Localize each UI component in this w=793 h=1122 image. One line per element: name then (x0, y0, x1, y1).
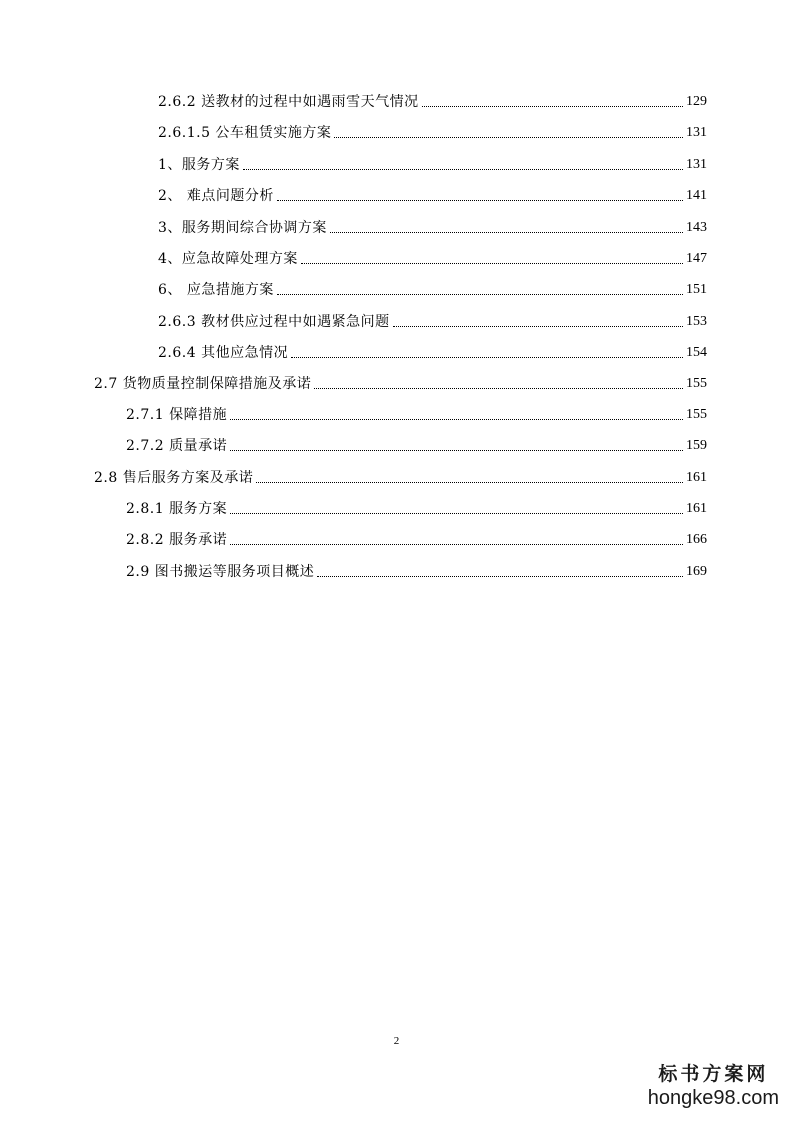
toc-entry-page: 153 (686, 314, 707, 329)
toc-entry-page: 169 (686, 564, 707, 579)
toc-entry-title: 4、应急故障处理方案 (158, 251, 298, 267)
toc-entry-title: 2.9 图书搬运等服务项目概述 (126, 564, 315, 580)
toc-entry[interactable] (158, 218, 707, 238)
page-number: 2 (393, 1035, 400, 1047)
toc-entry-title: 2.7.1 保障措施 (126, 407, 228, 423)
site-watermark (648, 1062, 779, 1110)
watermark-url: hongke98.com (647, 1087, 779, 1109)
toc-leader-dots (277, 294, 683, 295)
toc-leader-dots (317, 576, 683, 577)
toc-entry-title: 3、服务期间综合协调方案 (158, 220, 327, 236)
toc-leader-dots (334, 137, 683, 138)
toc-entry-title: 1、服务方案 (158, 157, 240, 173)
toc-entry-page: 151 (686, 282, 707, 297)
toc-entry[interactable] (158, 155, 707, 175)
toc-leader-dots (230, 419, 683, 420)
toc-entry[interactable] (126, 405, 707, 425)
toc-entry-page: 166 (686, 532, 707, 547)
toc-entry-page: 161 (686, 470, 707, 485)
toc-leader-dots (256, 482, 683, 483)
toc-entry-title: 2.8.1 服务方案 (126, 501, 228, 517)
watermark-name: 标书方案网 (658, 1063, 769, 1085)
toc-entry-title: 2.8.2 服务承诺 (126, 532, 228, 548)
toc-leader-dots (330, 232, 683, 233)
toc-entry[interactable] (94, 468, 707, 488)
toc-leader-dots (230, 513, 683, 514)
toc-leader-dots (230, 450, 683, 451)
toc-leader-dots (422, 106, 683, 107)
toc-entry[interactable] (158, 249, 707, 269)
toc-entry[interactable] (94, 374, 707, 394)
toc-entry[interactable] (158, 343, 707, 363)
toc-entry-title: 2.8 售后服务方案及承诺 (94, 470, 254, 486)
toc-entry-title: 2.7 货物质量控制保障措施及承诺 (94, 376, 312, 392)
toc-entry-title: 2.6.1.5 公车租赁实施方案 (158, 125, 332, 141)
toc-entry[interactable] (126, 436, 707, 456)
toc-entry-page: 155 (686, 407, 707, 422)
toc-entry-title: 2、 难点问题分析 (158, 188, 274, 204)
toc-leader-dots (277, 200, 683, 201)
toc-entry-page: 161 (686, 501, 707, 516)
toc-entry-page: 159 (686, 438, 707, 453)
toc-entry-title: 2.6.4 其他应急情况 (158, 345, 289, 361)
toc-entry-page: 147 (686, 251, 707, 266)
toc-leader-dots (230, 544, 683, 545)
toc-entry-page: 129 (686, 94, 707, 109)
toc-entry-page: 131 (686, 157, 707, 172)
toc-entry[interactable] (158, 312, 707, 332)
toc-leader-dots (393, 326, 683, 327)
toc-entry[interactable] (158, 92, 707, 112)
toc-entry[interactable] (126, 499, 707, 519)
toc-entry[interactable] (158, 280, 707, 300)
toc-entry-title: 6、 应急措施方案 (158, 282, 274, 298)
toc-entry[interactable] (158, 123, 707, 143)
toc-entry-title: 2.6.3 教材供应过程中如遇紧急问题 (158, 314, 390, 330)
toc-entry-page: 154 (686, 345, 707, 360)
toc-entry-page: 143 (686, 220, 707, 235)
toc-entry-page: 131 (686, 125, 707, 140)
toc-entry-page: 141 (686, 188, 707, 203)
toc-leader-dots (291, 357, 683, 358)
toc-entry[interactable] (158, 186, 707, 206)
toc-entry-page: 155 (686, 376, 707, 391)
toc-leader-dots (301, 263, 683, 264)
toc-entry-title: 2.7.2 质量承诺 (126, 438, 228, 454)
toc-leader-dots (314, 388, 683, 389)
toc-entry[interactable] (126, 562, 707, 582)
toc-leader-dots (243, 169, 683, 170)
toc-entry-title: 2.6.2 送教材的过程中如遇雨雪天气情况 (158, 94, 419, 110)
toc-entry[interactable] (126, 530, 707, 550)
